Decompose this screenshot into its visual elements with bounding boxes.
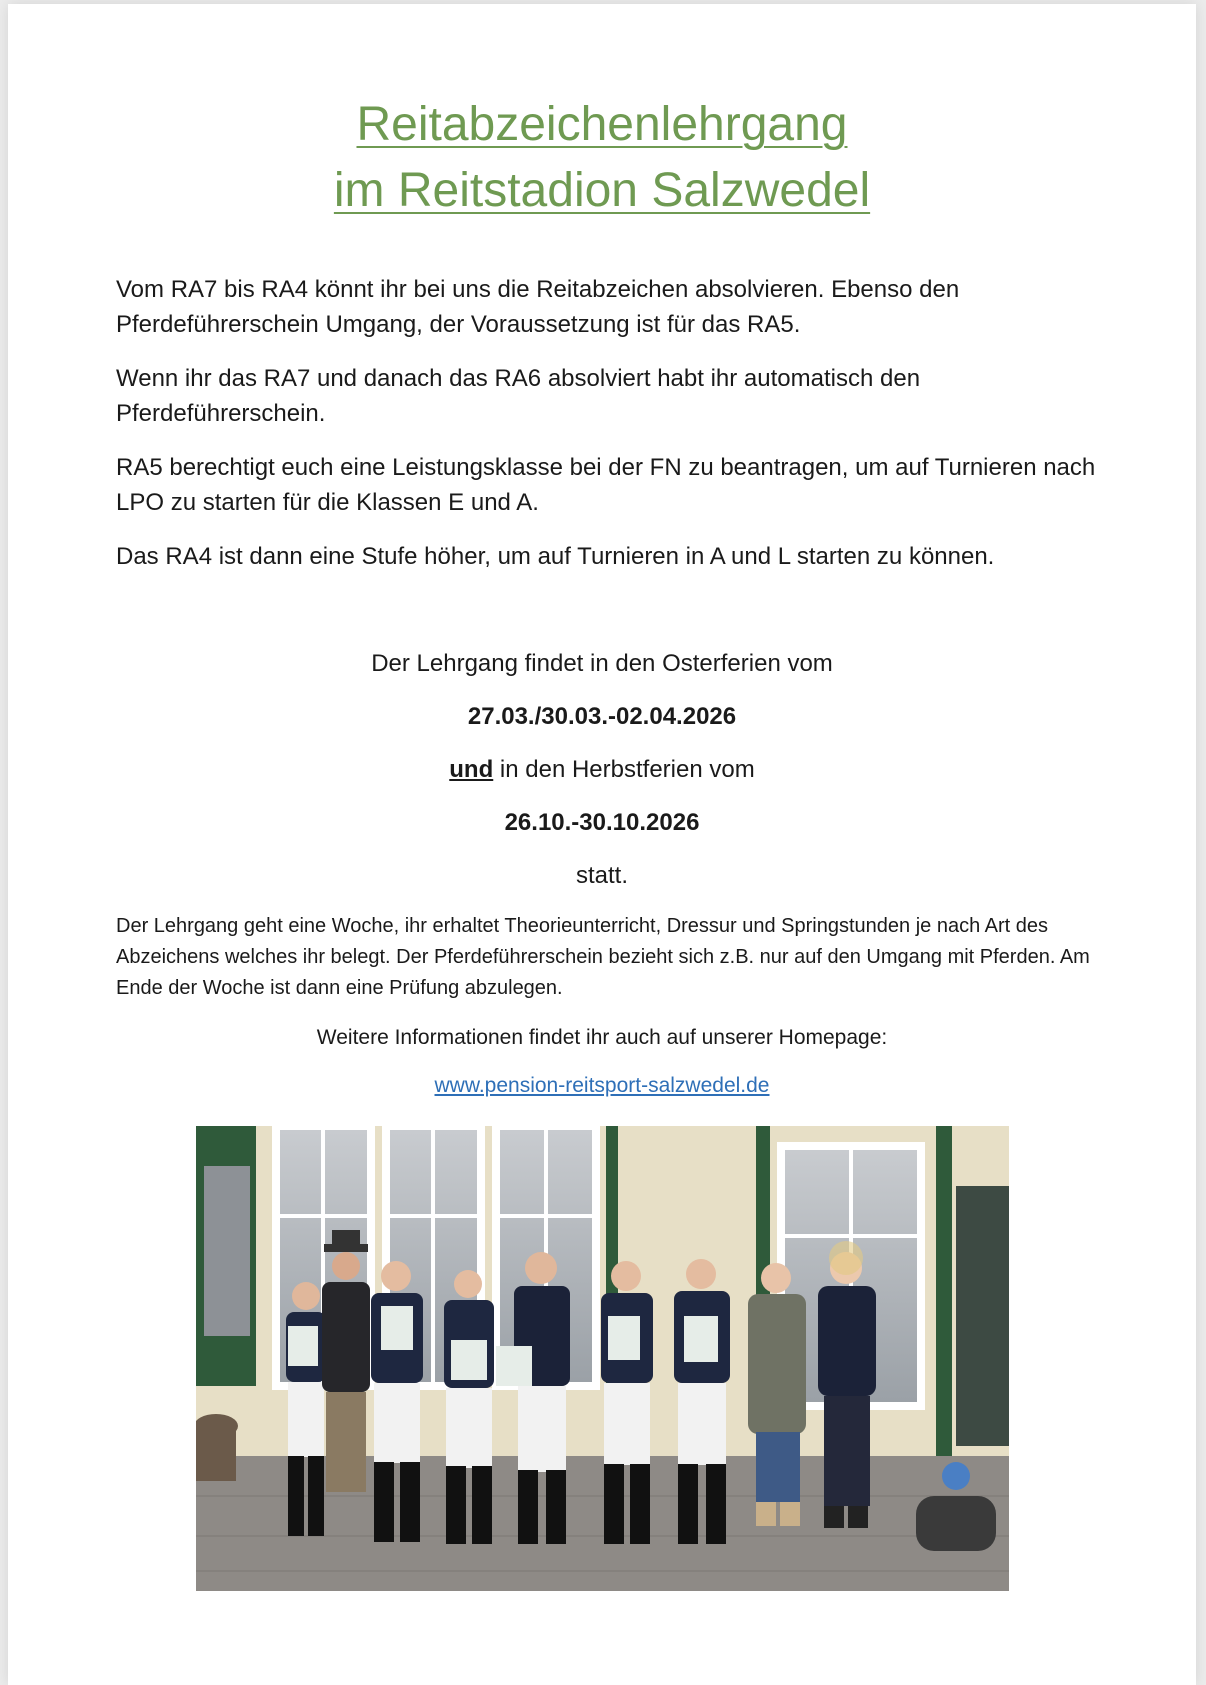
statt-text: statt. <box>575 862 629 889</box>
group-photo-illustration <box>196 1126 1009 1591</box>
group-photo <box>196 1126 1009 1591</box>
autumn-intro: in den Herbstferien vom <box>493 756 755 783</box>
title-line-2: im Reitstadion Salzwedel <box>333 164 871 217</box>
page-title <box>8 92 1196 224</box>
homepage-line <box>8 1074 1196 1098</box>
autumn-line <box>8 756 1196 784</box>
autumn-dates: 26.10.-30.10.2026 <box>504 809 700 836</box>
title-line-1: Reitabzeichenlehrgang <box>356 98 848 151</box>
more-info-text: Weitere Informationen findet ihr auch auf unserer Homepage: <box>316 1026 888 1049</box>
intro-paragraph-2: Wenn ihr das RA7 und danach das RA6 absolviert habt ihr automatisch den Pferdeführerschein. <box>116 365 921 427</box>
dates-intro: Der Lehrgang findet in den Osterferien vom <box>371 650 833 677</box>
homepage-link[interactable]: www.pension-reitsport-salzwedel.de <box>434 1074 770 1097</box>
document-page <box>8 4 1196 1685</box>
easter-dates: 27.03./30.03.-02.04.2026 <box>467 703 737 730</box>
intro-paragraph-1: Vom RA7 bis RA4 könnt ihr bei uns die Reitabzeichen absolvieren. Ebenso den Pferdeführerschein Umgang, der Voraussetzung ist für das RA5. <box>116 276 960 338</box>
course-details: Der Lehrgang geht eine Woche, ihr erhaltet Theorieunterricht, Dressur und Springstunden je nach Art des Abzeichens welches ihr belegt. Der Pferdeführerschein bezieht sich z.B. nur auf den Umgang mit Pferden. Am Ende der Woche ist dann eine Prüfung abzulegen. <box>116 915 1090 999</box>
intro-paragraph-4: Das RA4 ist dann eine Stufe höher, um auf Turnieren in A und L starten zu können. <box>116 543 995 570</box>
und-emphasis: und <box>449 756 494 783</box>
intro-paragraph-3: RA5 berechtigt euch eine Leistungsklasse bei der FN zu beantragen, um auf Turnieren nach LPO zu starten für die Klassen E und A. <box>116 454 1096 516</box>
